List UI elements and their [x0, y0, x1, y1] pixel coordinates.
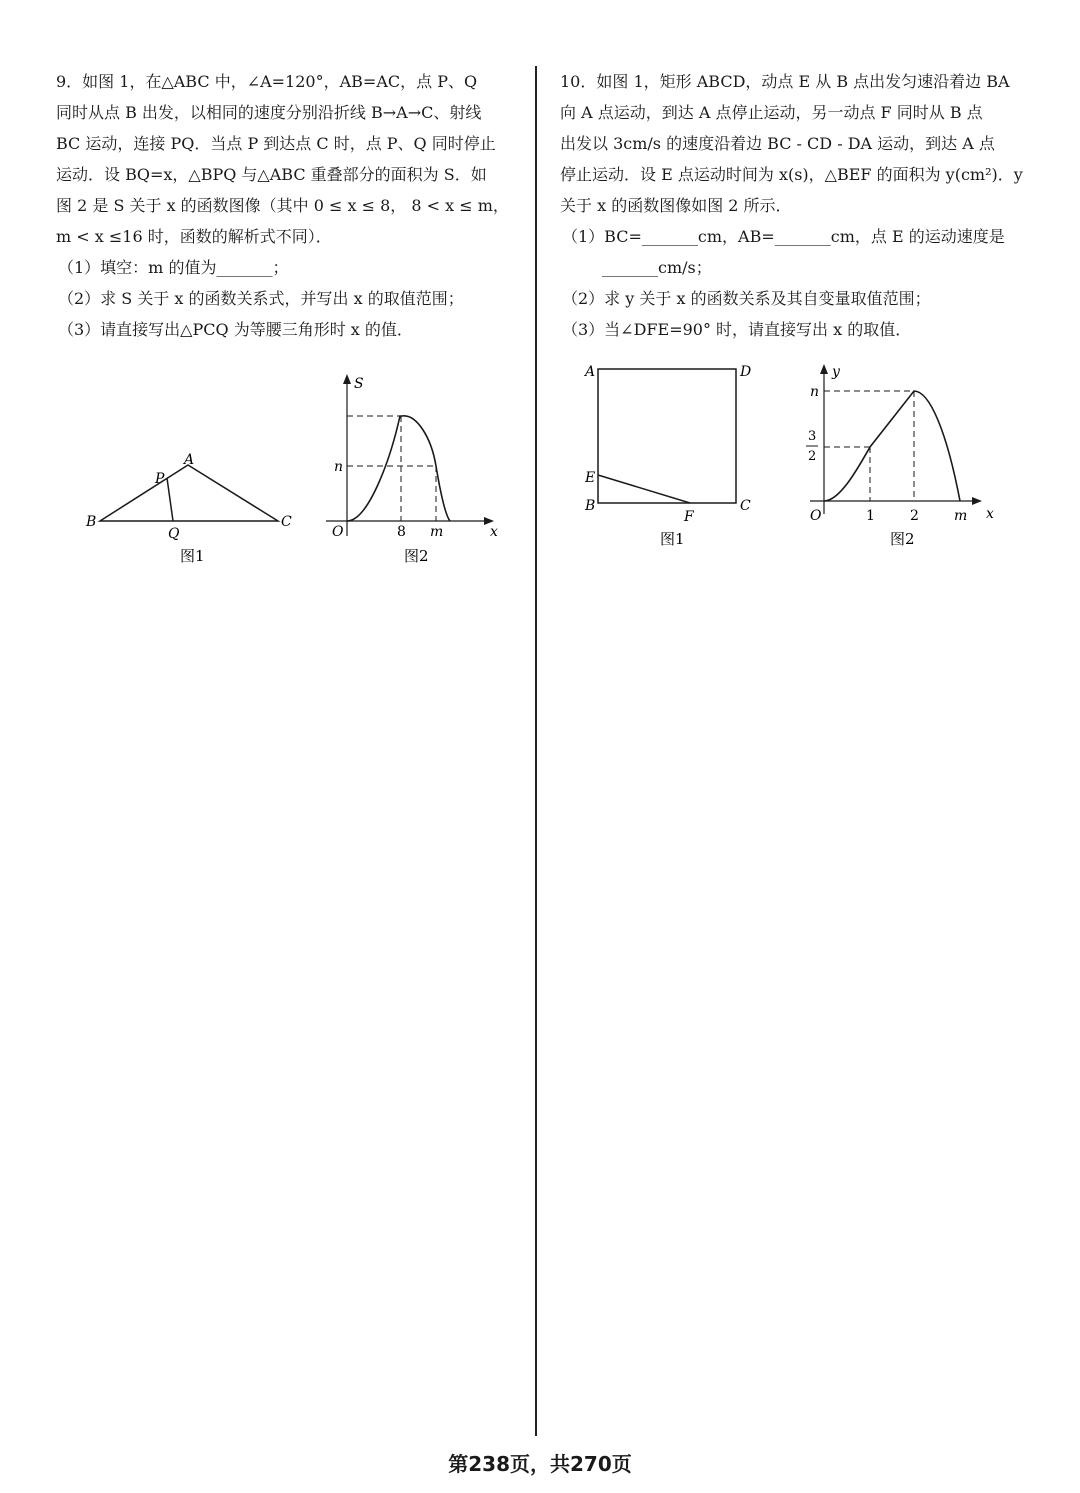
q9-label-q: Q	[168, 526, 180, 542]
q10-x-arrow	[972, 497, 982, 505]
q10-sub-3: （3）当∠DFE=90° 时，请直接写出 x 的取值．	[562, 320, 912, 339]
q10-label-c: C	[740, 498, 751, 514]
q10-curve	[824, 391, 960, 501]
q10-label-f: F	[684, 509, 694, 525]
q10-tick-2: 2	[910, 508, 919, 524]
q10-label-e: E	[585, 470, 596, 486]
q9-tick-n: n	[334, 459, 344, 475]
q9-sub-1: （1）填空：m 的值为_______；	[58, 258, 289, 277]
q10-figure-1	[580, 358, 760, 550]
q10-sub-2: （2）求 y 关于 x 的函数关系及其自变量取值范围；	[562, 289, 931, 308]
q10-line-3: 出发以 3cm/s 的速度沿着边 BC - CD - DA 运动，到达 A 点	[560, 134, 995, 153]
q9-sub-2: （2）求 S 关于 x 的函数关系式，并写出 x 的取值范围；	[58, 289, 464, 308]
q10-line-4: 停止运动．设 E 点运动时间为 x(s)，△BEF 的面积为 y(cm²)．y	[560, 165, 1023, 184]
q9-line-5: 图 2 是 S 关于 x 的函数图像（其中 0 ≤ x ≤ 8， 8 < x ≤ m，	[56, 196, 509, 215]
q10-tick-frac-num: 3	[808, 429, 817, 444]
q10-origin-label: O	[810, 508, 822, 524]
q9-tick-m: m	[430, 524, 444, 540]
q10-line-2: 向 A 点运动，到达 A 点停止运动，另一动点 F 同时从 B 点	[560, 103, 983, 122]
q9-line-6: m < x ≤16 时，函数的解析式不同）．	[56, 227, 332, 246]
q9-line-2: 同时从点 B 出发，以相同的速度分别沿折线 B→A→C、射线	[56, 103, 482, 122]
q9-figure-2	[318, 366, 518, 566]
q9-segment-pq	[167, 478, 173, 521]
q10-tick-n: n	[810, 384, 820, 400]
q10-y-arrow	[820, 364, 828, 374]
q9-tick-8: 8	[397, 524, 406, 540]
q10-label-d: D	[740, 364, 752, 380]
q10-tick-1: 1	[866, 508, 875, 524]
q9-label-c: C	[281, 514, 292, 530]
q9-fig2-caption: 图2	[404, 547, 429, 565]
q10-axis-x-label: x	[986, 506, 994, 522]
q9-sub-3: （3）请直接写出△PCQ 为等腰三角形时 x 的值．	[58, 320, 413, 339]
q10-axis-y-label: y	[832, 364, 840, 380]
q9-axis-s-label: S	[354, 376, 364, 392]
q9-origin-label: O	[332, 524, 344, 540]
q10-label-b: B	[585, 498, 596, 514]
q10-figure-2	[800, 358, 1010, 550]
q10-segment-ef	[598, 475, 690, 503]
q10-tick-m: m	[954, 508, 968, 524]
q10-sub-1b: _______cm/s；	[602, 258, 712, 277]
q9-y-arrow	[343, 374, 351, 384]
q10-rectangle-abcd	[598, 369, 736, 503]
q9-line-4: 运动．设 BQ=x，△BPQ 与△ABC 重叠部分的面积为 S．如	[56, 165, 487, 184]
q9-label-p: P	[155, 471, 165, 487]
q9-line-3: BC 运动，连接 PQ．当点 P 到达点 C 时，点 P、Q 同时停止	[56, 134, 496, 153]
question-10	[560, 66, 1028, 345]
q10-sub-1a: （1）BC=_______cm，AB=_______cm，点 E 的运动速度是	[562, 227, 1005, 246]
q9-curve	[347, 416, 450, 521]
q10-line-5: 关于 x 的函数图像如图 2 所示．	[560, 196, 792, 215]
q10-fig1-caption: 图1	[660, 530, 685, 548]
q10-label-a: A	[585, 364, 596, 380]
q9-axis-x-label: x	[490, 524, 498, 540]
q10-tick-frac-den: 2	[808, 449, 817, 464]
q9-label-b: B	[86, 514, 97, 530]
q9-figure-1	[80, 440, 300, 570]
page-footer: 第238页，共270页	[448, 1452, 632, 1476]
q9-fig1-caption: 图1	[180, 547, 205, 565]
column-divider	[535, 66, 537, 1436]
q9-label-a: A	[184, 452, 195, 468]
q9-triangle-abc	[100, 465, 278, 521]
q9-line-1: 9．如图 1，在△ABC 中，∠A=120°，AB=AC，点 P、Q	[56, 72, 478, 91]
q10-fig2-caption: 图2	[890, 530, 915, 548]
question-9	[56, 66, 520, 345]
q10-line-1: 10．如图 1，矩形 ABCD，动点 E 从 B 点出发匀速沿着边 BA	[560, 72, 1010, 91]
